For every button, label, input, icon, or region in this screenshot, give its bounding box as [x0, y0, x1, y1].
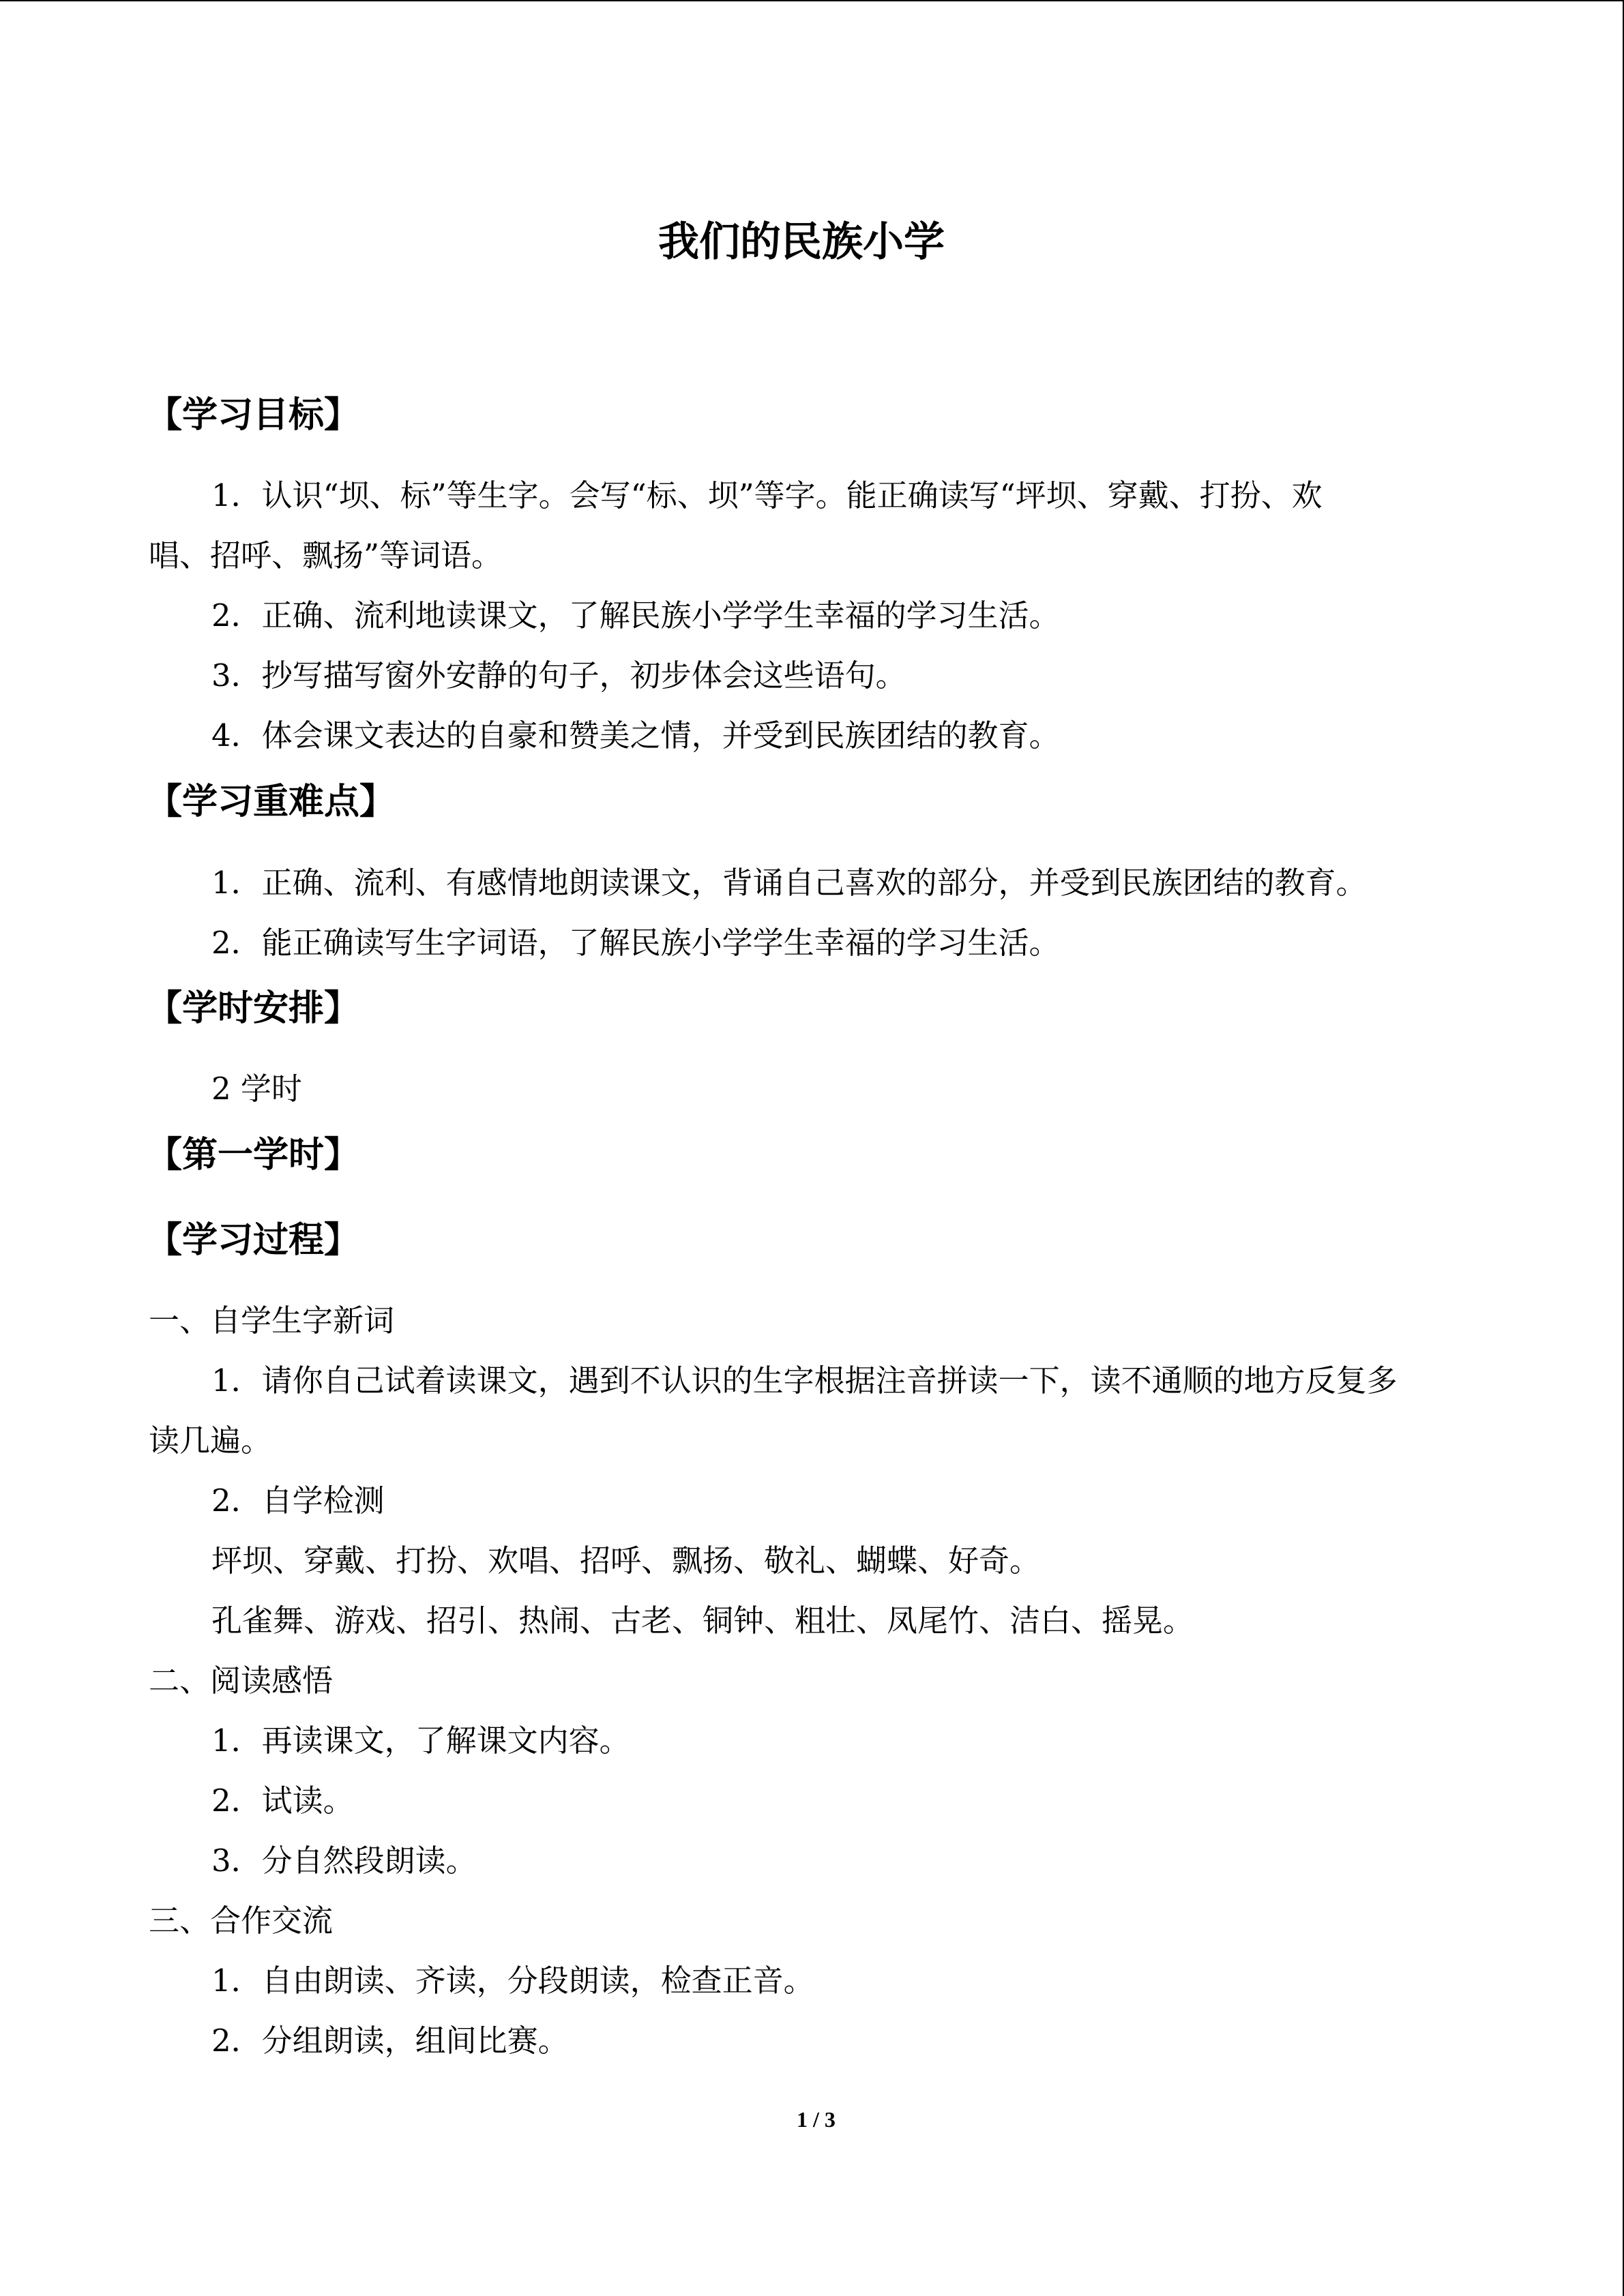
objective-item-1: 1．认识“坝、标”等生字。会写“标、坝”等字。能正确读写“坪坝、穿戴、打扮、欢 — [211, 477, 1323, 513]
process-line: 二、阅读感悟 — [149, 1663, 334, 1699]
process-line: 读几遍。 — [149, 1422, 272, 1459]
objective-item-1-cont: 唱、招呼、飘扬”等词语。 — [149, 537, 503, 573]
process-line: 孔雀舞、游戏、招引、热闹、古老、铜钟、粗壮、凤尾竹、洁白、摇晃。 — [211, 1602, 1194, 1639]
schedule-heading: 【学时安排】 — [147, 988, 360, 1029]
process-line: 2．自学检测 — [211, 1482, 385, 1519]
process-line: 3．分自然段朗读。 — [211, 1843, 477, 1879]
process-line: 1．请你自己试着读课文，遇到不认识的生字根据注音拼读一下，读不通顺的地方反复多 — [211, 1362, 1398, 1399]
keypoint-item-1: 1．正确、流利、有感情地朗读课文，背诵自己喜欢的部分，并受到民族团结的教育。 — [211, 865, 1367, 901]
objective-item-4: 4．体会课文表达的自豪和赞美之情，并受到民族团结的教育。 — [211, 717, 1060, 754]
process-line: 1．再读课文，了解课文内容。 — [211, 1723, 630, 1759]
process-line: 三、合作交流 — [149, 1903, 334, 1939]
process-line: 一、自学生字新词 — [149, 1302, 395, 1339]
keypoint-item-2: 2．能正确读写生字词语，了解民族小学学生幸福的学习生活。 — [211, 925, 1060, 961]
objective-item-2: 2．正确、流利地读课文，了解民族小学学生幸福的学习生活。 — [211, 597, 1060, 633]
process-line: 1．自由朗读、齐读，分段朗读，检查正音。 — [211, 1963, 814, 1999]
keypoints-heading: 【学习重难点】 — [147, 781, 396, 822]
page-title: 我们的民族小学 — [658, 218, 945, 266]
schedule-text: 2 学时 — [211, 1071, 302, 1107]
objective-item-3: 3．抄写描写窗外安静的句子，初步体会这些语句。 — [211, 657, 906, 694]
objectives-heading: 【学习目标】 — [147, 395, 360, 436]
process-line: 坪坝、穿戴、打扮、欢唱、招呼、飘扬、敬礼、蝴蝶、好奇。 — [211, 1542, 1041, 1579]
page-number: 1 / 3 — [797, 2107, 836, 2132]
first-period-heading: 【第一学时】 — [147, 1135, 360, 1176]
process-line: 2．试读。 — [211, 1783, 354, 1819]
process-line: 2．分组朗读，组间比赛。 — [211, 2023, 569, 2059]
process-heading: 【学习过程】 — [147, 1220, 360, 1261]
